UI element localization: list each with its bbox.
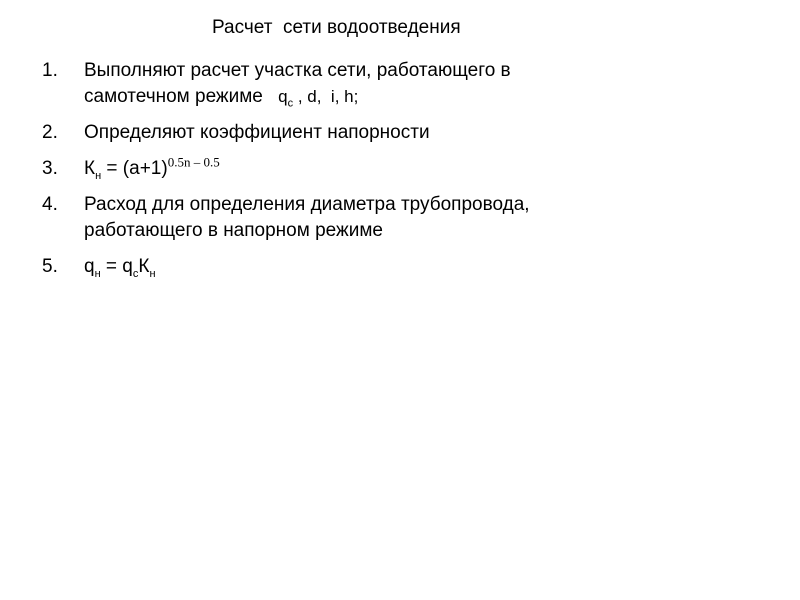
list-item bbox=[42, 192, 602, 244]
list-item bbox=[42, 58, 602, 110]
item-line: Расход для определения диаметра трубопровода, bbox=[84, 194, 530, 215]
k-symbol: К bbox=[138, 256, 150, 277]
item-line: самотечном режиме bbox=[84, 86, 269, 107]
formula-qn bbox=[84, 254, 602, 280]
q-subscript: с bbox=[132, 267, 139, 280]
q-symbol: q bbox=[278, 87, 288, 106]
formula-body: = q bbox=[100, 256, 133, 277]
item-line: работающего в напорном режиме bbox=[84, 220, 383, 241]
q-symbol: q bbox=[84, 256, 95, 277]
list-item bbox=[42, 156, 602, 182]
item-number: 2. bbox=[42, 122, 58, 143]
list-item bbox=[42, 120, 602, 146]
item-line: Выполняют расчет участка сети, работающего в bbox=[84, 60, 511, 81]
q-subscript: с bbox=[287, 97, 294, 110]
k-subscript: н bbox=[95, 169, 102, 182]
formula-kn bbox=[84, 156, 602, 182]
item-number: 5. bbox=[42, 256, 58, 277]
slide-title: Расчет сети водоотведения bbox=[212, 17, 461, 38]
item-number: 3. bbox=[42, 158, 58, 179]
formula-body: = (а+1) bbox=[101, 158, 168, 179]
k-subscript: н bbox=[149, 267, 156, 280]
k-symbol: К bbox=[84, 158, 96, 179]
params: , d, i, h; bbox=[293, 87, 359, 106]
q-subscript: н bbox=[94, 267, 101, 280]
item-number: 4. bbox=[42, 194, 58, 215]
list-item bbox=[42, 254, 602, 280]
item-text bbox=[84, 192, 602, 244]
formula-exponent: 0.5n – 0.5 bbox=[167, 154, 220, 170]
item-text bbox=[84, 58, 602, 110]
steps-list bbox=[42, 58, 602, 290]
var-q bbox=[273, 87, 294, 110]
item-number: 1. bbox=[42, 60, 58, 81]
item-text: Определяют коэффициент напорности bbox=[84, 122, 430, 143]
